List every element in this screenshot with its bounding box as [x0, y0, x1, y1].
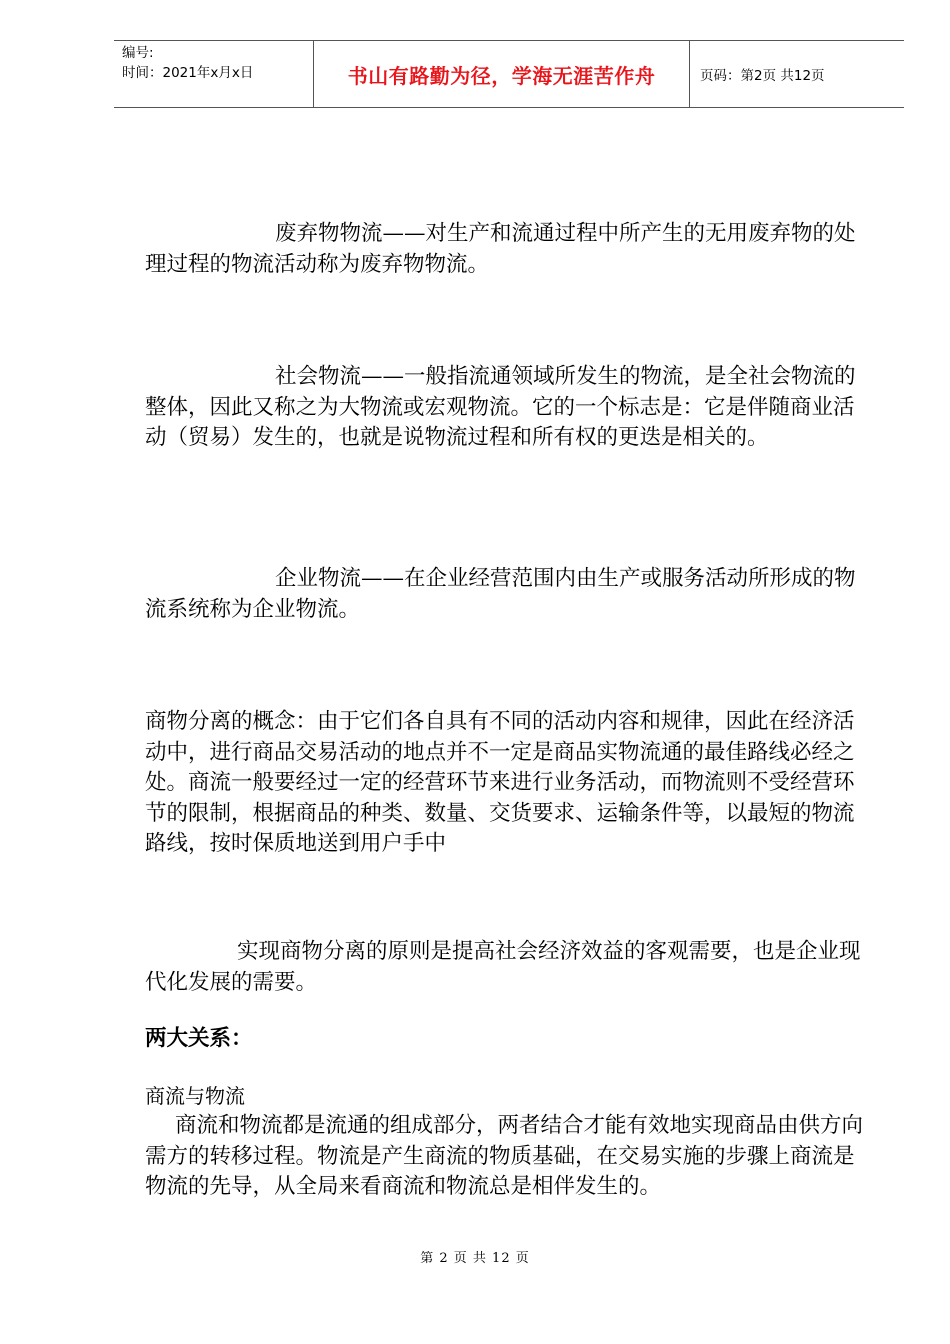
paragraph-separation-principle: 实现商物分离的原则是提高社会经济效益的客观需要，也是企业现代化发展的需要。: [145, 939, 861, 995]
number-label: 编号:: [122, 45, 154, 61]
subsection-title: 商流与物流: [145, 1084, 245, 1108]
page-header: [114, 40, 904, 108]
paragraph-social-logistics: 社会物流——一般指流通领域所发生的物流，是全社会物流的整体，因此又称之为大物流或宏观物流。它的一个标志是：它是伴随商业活动（贸易）发生的，也就是说物流过程和所有权的更迭是相关的。: [145, 364, 856, 450]
page-footer: 第 2 页 共 12 页: [420, 1251, 530, 1266]
time-label: 时间：2021年x月x日: [122, 65, 254, 81]
header-page-info: 页码：第2页 共12页: [700, 68, 825, 84]
header-meta: [114, 41, 314, 107]
paragraph-separation-concept: 商物分离的概念：由于它们各自具有不同的活动内容和规律，因此在经济活动中，进行商品交易活动的地点并不一定是商品实物流通的最佳路线必经之处。商流一般要经过一定的经营环节来进行业务活动，而物流则不受经营环节的限制，根据商品的种类、数量、交货要求、运输条件等，以最短的物流路线，按时保质地送到用户手中: [145, 709, 855, 856]
header-motto: 书山有路勤为径，学海无涯苦作舟: [314, 41, 690, 107]
section-heading: 两大关系：: [145, 1026, 253, 1051]
paragraph-commerce-logistics: 商流和物流都是流通的组成部分，两者结合才能有效地实现商品由供方向需方的转移过程。物流是产生商流的物质基础，在交易实施的步骤上商流是物流的先导，从全局来看商流和物流总是相伴发生的。: [145, 1113, 864, 1199]
paragraph-enterprise-logistics: 企业物流——在企业经营范围内由生产或服务活动所形成的物流系统称为企业物流。: [145, 566, 856, 622]
paragraph-waste-logistics: 废弃物物流——对生产和流通过程中所产生的无用废弃物的处理过程的物流活动称为废弃物物流。: [145, 221, 856, 277]
